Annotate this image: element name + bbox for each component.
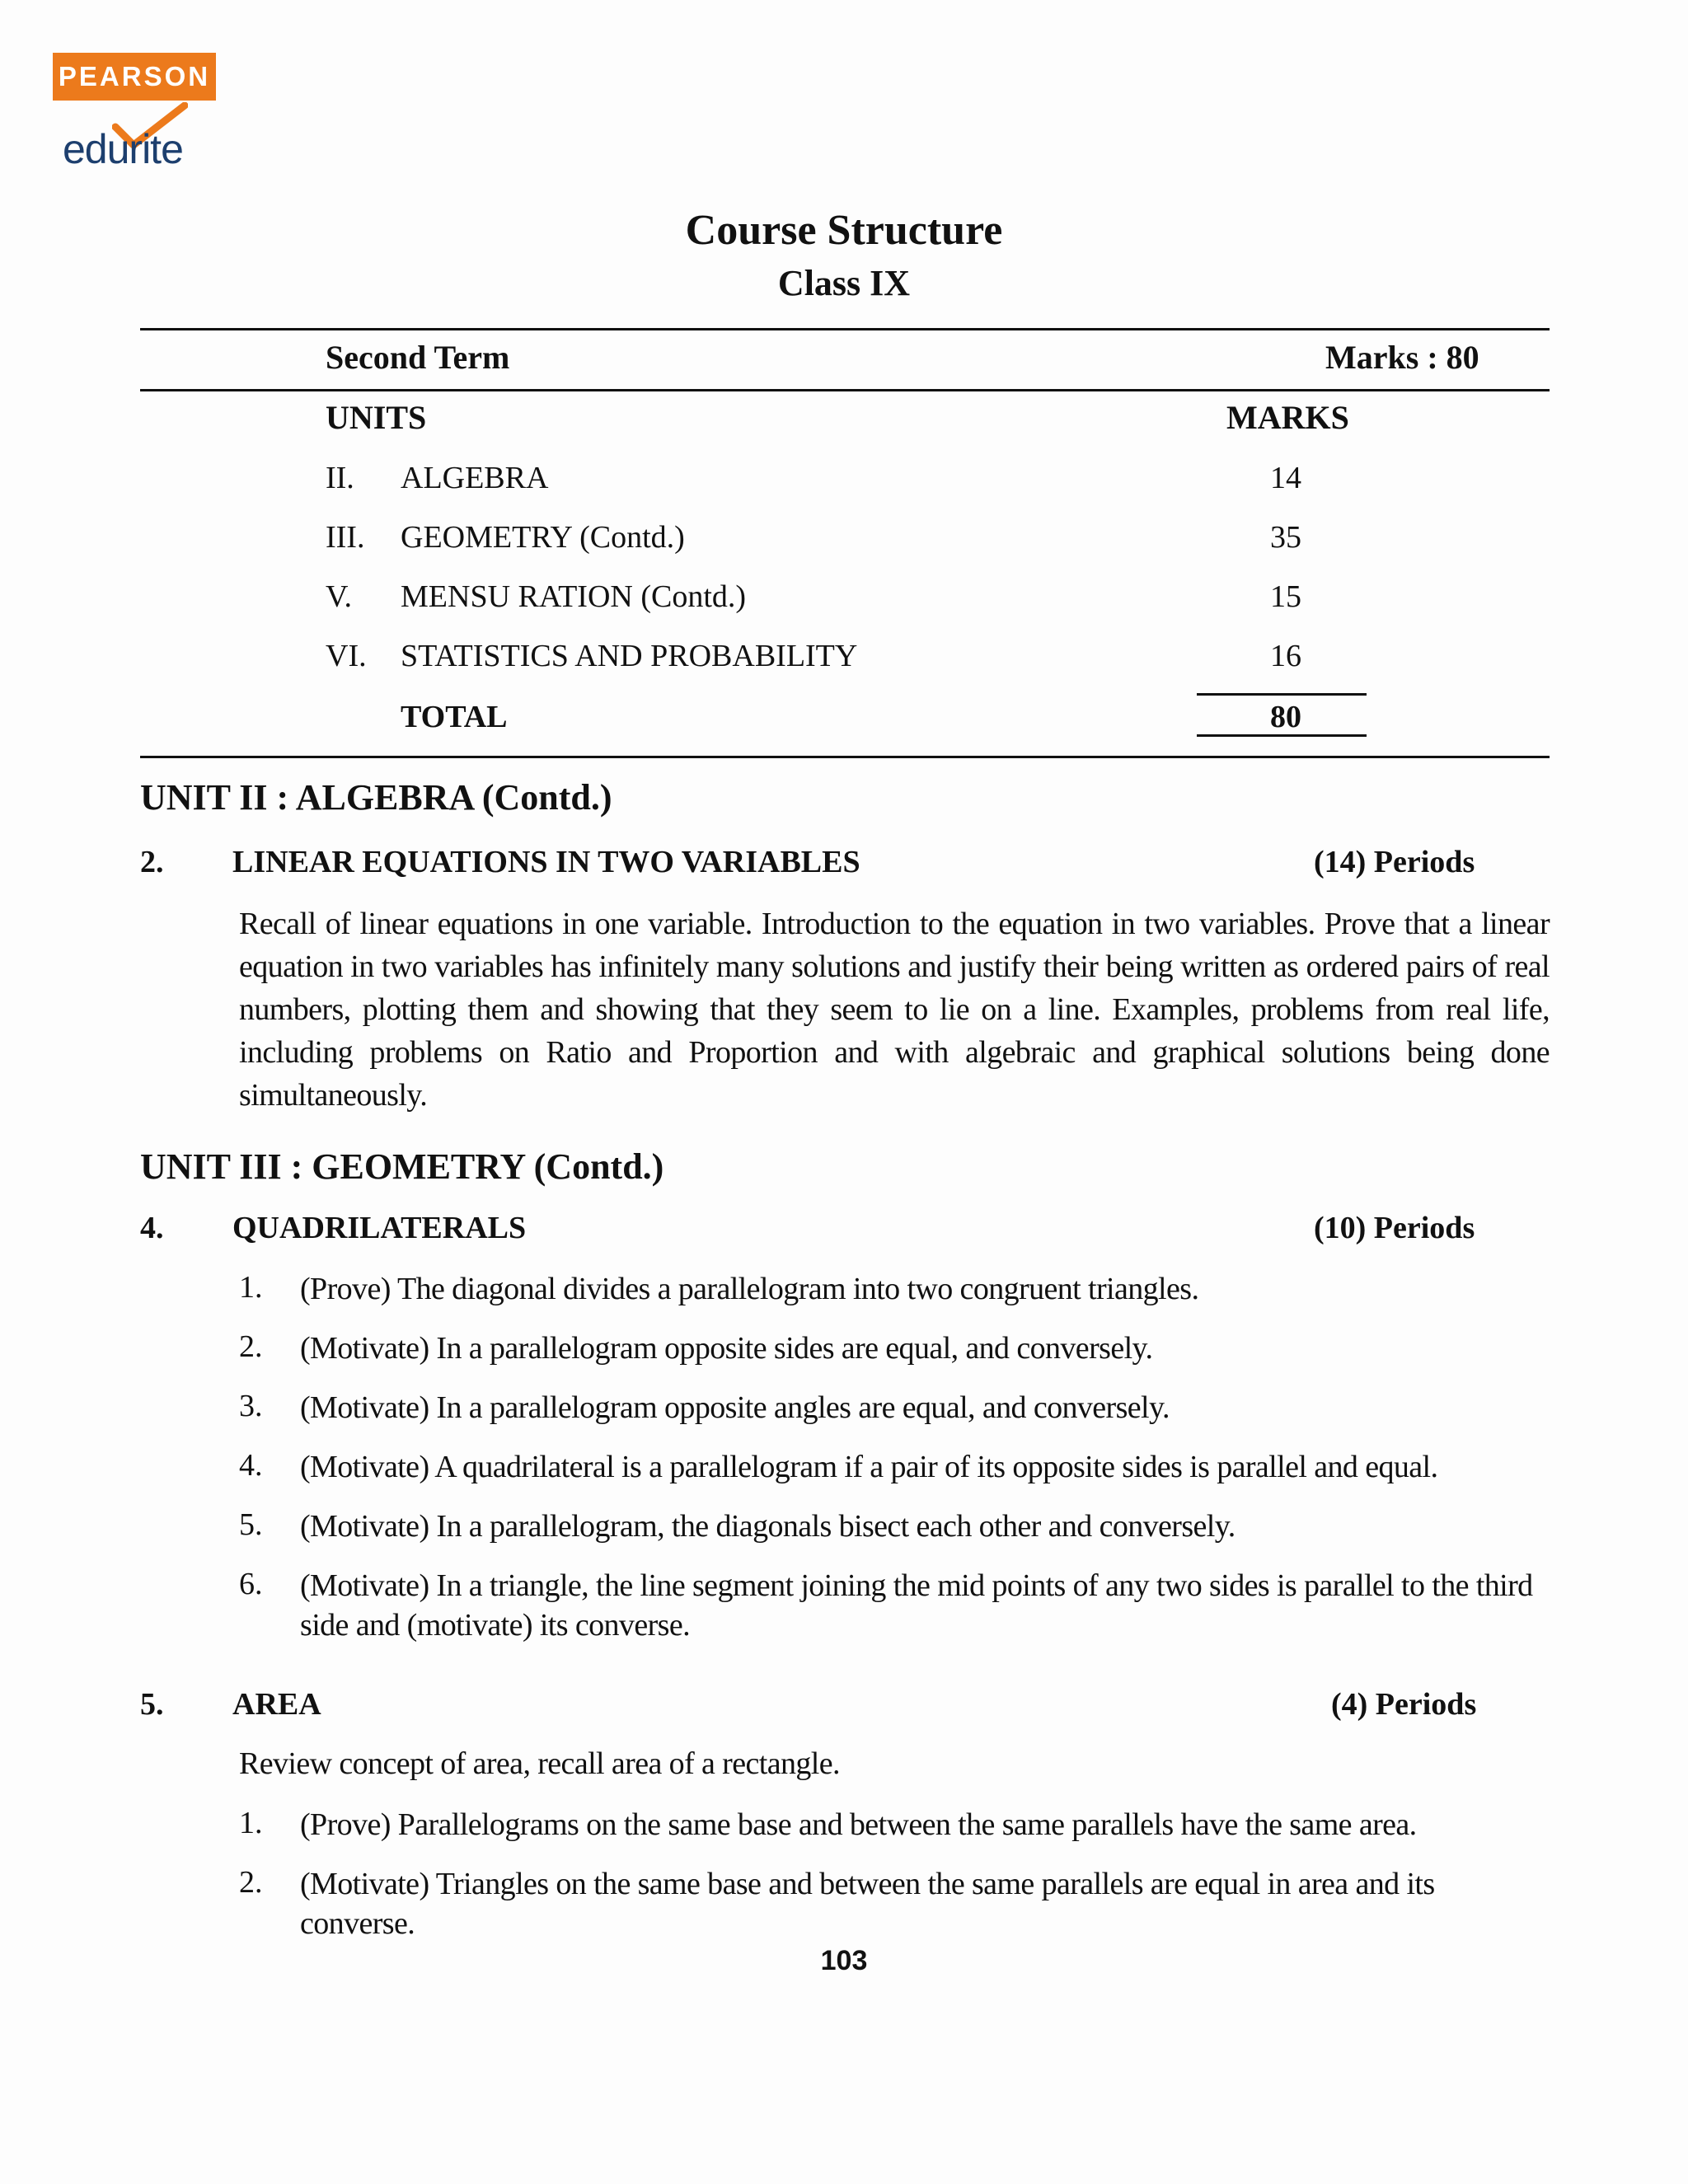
marks-column-header: MARKS [1226,399,1349,436]
term-label: Second Term [326,339,510,376]
page-subtitle: Class IX [777,263,911,303]
unit-marks: 16 [1270,639,1301,673]
table-bottom-rule [140,756,1550,758]
topic-intro: Review concept of area, recall area of a rectangle. [239,1746,840,1781]
item-text: (Motivate) In a parallelogram opposite sides are equal, and conversely. [300,1331,1153,1366]
total-bottom-rule [1197,734,1367,737]
item-number: 4. [239,1448,263,1483]
total-label: TOTAL [401,700,508,734]
unit-marks: 14 [1270,461,1301,495]
topic-number: 2. [140,845,164,879]
unit-number: III. [326,520,365,555]
table-top-rule [140,328,1550,330]
unit-number: V. [326,579,353,614]
item-text: (Motivate) In a triangle, the line segment joining the mid points of any two sides is parallel to the third side and (motivate) its converse. [300,1568,1533,1643]
topic-number: 4. [140,1211,164,1245]
item-number: 1. [239,1806,263,1840]
unit-name: GEOMETRY (Contd.) [401,520,685,555]
item-text: (Prove) The diagonal divides a parallelogram into two congruent triangles. [300,1272,1199,1306]
topic-description: Recall of linear equations in one variable. Introduction to the equation in two variables. Prove that a linear equation in two variables has infinitely many solutions and justify their being written as ordered pairs of real numbers, plotting them and showing that they seem to lie on a line. Examples, problems from real life, including problems on Ratio and Proportion and with algebraic and graphical solutions being done simultaneously. [239,907,1550,1113]
unit-marks: 15 [1270,579,1301,614]
pearson-logo [53,53,216,101]
unit-number: II. [326,461,354,495]
item-number: 3. [239,1389,263,1423]
item-number: 5. [239,1507,263,1542]
item-number: 2. [239,1865,263,1900]
topic-title: LINEAR EQUATIONS IN TWO VARIABLES [232,845,860,879]
marks-total-label: Marks : 80 [1325,339,1479,376]
item-number: 2. [239,1329,263,1364]
unit-number: VI. [326,639,367,673]
topic-periods: (4) Periods [1331,1687,1477,1722]
item-text: (Motivate) In a parallelogram, the diagonals bisect each other and conversely. [300,1509,1236,1544]
item-text: (Motivate) A quadrilateral is a parallelogram if a pair of its opposite sides is parallel and equal. [300,1450,1438,1484]
topic-periods: (10) Periods [1314,1211,1475,1245]
item-text: (Prove) Parallelograms on the same base and between the same parallels have the same area. [300,1807,1417,1842]
item-number: 1. [239,1270,263,1305]
total-top-rule [1197,693,1367,696]
topic-title: QUADRILATERALS [232,1211,527,1245]
edurite-logo: edurite [63,126,183,172]
brand-text: PEARSON [58,61,211,91]
topic-title: AREA [232,1687,321,1722]
page-title: Course Structure [685,207,1003,254]
page-number: 103 [820,1945,868,1976]
unit-3-heading: UNIT III : GEOMETRY (Contd.) [140,1146,664,1187]
item-number: 6. [239,1567,263,1601]
topic-number: 5. [140,1687,164,1722]
unit-marks: 35 [1270,520,1301,555]
unit-name: MENSU RATION (Contd.) [401,579,747,614]
item-text: (Motivate) Triangles on the same base and between the same parallels are equal in area and its converse. [300,1867,1435,1941]
unit-name: STATISTICS AND PROBABILITY [401,639,858,673]
topic-periods: (14) Periods [1314,845,1475,879]
item-text: (Motivate) In a parallelogram opposite angles are equal, and conversely. [300,1390,1170,1425]
table-header-rule [140,389,1550,391]
total-value: 80 [1270,700,1301,734]
unit-name: ALGEBRA [401,461,549,495]
unit-2-heading: UNIT II : ALGEBRA (Contd.) [140,777,612,818]
units-column-header: UNITS [326,399,427,436]
